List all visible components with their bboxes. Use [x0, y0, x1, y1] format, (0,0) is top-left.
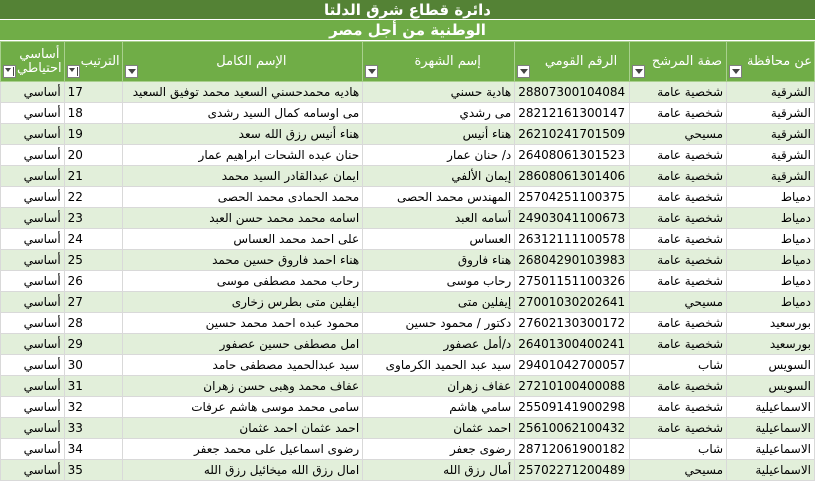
cell-full-name[interactable]: هاديه محمدحسني السعيد محمد توفيق السعيد	[122, 82, 363, 103]
cell-candidate-type[interactable]: شخصية عامة	[629, 250, 726, 271]
cell-known-name[interactable]: د/أمل عصفور	[363, 334, 515, 355]
cell-full-name[interactable]: محمود عبده احمد محمد حسين	[122, 313, 363, 334]
cell-order[interactable]: 18	[64, 103, 122, 124]
cell-order[interactable]: 17	[64, 82, 122, 103]
cell-governorate[interactable]: الاسماعيلية	[727, 439, 815, 460]
cell-full-name[interactable]: احمد عثمان احمد عثمان	[122, 418, 363, 439]
cell-governorate[interactable]: دمياط	[727, 187, 815, 208]
cell-known-name[interactable]: مى رشدي	[363, 103, 515, 124]
cell-status[interactable]: أساسي	[1, 376, 65, 397]
cell-status[interactable]: أساسي	[1, 250, 65, 271]
column-header-label: عن محافظة	[747, 54, 812, 69]
column-header-label: صفة المرشح	[651, 54, 723, 69]
table-row[interactable]	[1, 187, 815, 208]
cell-governorate[interactable]: الاسماعيلية	[727, 397, 815, 418]
cell-governorate[interactable]: دمياط	[727, 250, 815, 271]
table-row[interactable]	[1, 250, 815, 271]
column-header-label: أساسي احتياطي	[17, 46, 62, 76]
cell-candidate-type[interactable]: شخصية عامة	[629, 313, 726, 334]
sheet-subtitle[interactable]: الوطنية من أجل مصر	[0, 20, 815, 41]
cell-known-name[interactable]: رضوى جعفر	[363, 439, 515, 460]
cell-candidate-type[interactable]: شخصية عامة	[629, 229, 726, 250]
column-header-full-name[interactable]	[122, 42, 363, 82]
cell-full-name[interactable]: محمد الحمادى محمد الحصى	[122, 187, 363, 208]
cell-order[interactable]: 35	[64, 460, 122, 481]
cell-candidate-type[interactable]: مسيحي	[629, 460, 726, 481]
table-row[interactable]	[1, 124, 815, 145]
cell-status[interactable]: أساسي	[1, 124, 65, 145]
column-header-governorate[interactable]	[727, 42, 815, 82]
cell-order[interactable]: 30	[64, 355, 122, 376]
table-row[interactable]	[1, 460, 815, 481]
cell-national-id[interactable]: 26312111100578	[515, 229, 630, 250]
cell-national-id[interactable]: 25610062100432	[515, 418, 630, 439]
cell-order[interactable]: 34	[64, 439, 122, 460]
cell-known-name[interactable]: أمال رزق الله	[363, 460, 515, 481]
table-row[interactable]	[1, 103, 815, 124]
table-row[interactable]	[1, 355, 815, 376]
cell-known-name[interactable]: هادية حسني	[363, 82, 515, 103]
cell-status[interactable]: أساسي	[1, 271, 65, 292]
cell-governorate[interactable]: السويس	[727, 355, 815, 376]
cell-national-id[interactable]: 28212161300147	[515, 103, 630, 124]
cell-governorate[interactable]: الشرقية	[727, 103, 815, 124]
cell-national-id[interactable]: 25509141900298	[515, 397, 630, 418]
cell-known-name[interactable]: أسامه العبد	[363, 208, 515, 229]
cell-known-name[interactable]: عفاف زهران	[363, 376, 515, 397]
cell-status[interactable]: أساسي	[1, 292, 65, 313]
cell-candidate-type[interactable]: شخصية عامة	[629, 334, 726, 355]
cell-known-name[interactable]: دكتور / محمود حسين	[363, 313, 515, 334]
cell-full-name[interactable]: سامى محمد موسى هاشم عرفات	[122, 397, 363, 418]
cell-candidate-type[interactable]: شخصية عامة	[629, 187, 726, 208]
cell-order[interactable]: 29	[64, 334, 122, 355]
cell-full-name[interactable]: حنان عبده الشحات ابراهيم عمار	[122, 145, 363, 166]
cell-candidate-type[interactable]: شخصية عامة	[629, 145, 726, 166]
cell-order[interactable]: 20	[64, 145, 122, 166]
cell-full-name[interactable]: سيد عبدالحميد مصطفى حامد	[122, 355, 363, 376]
cell-candidate-type[interactable]: شخصية عامة	[629, 418, 726, 439]
cell-national-id[interactable]: 26210241701509	[515, 124, 630, 145]
cell-known-name[interactable]: إيفلين متى	[363, 292, 515, 313]
filter-dropdown-icon[interactable]	[517, 65, 530, 78]
cell-status[interactable]: أساسي	[1, 166, 65, 187]
cell-status[interactable]: أساسي	[1, 355, 65, 376]
column-header-known-name[interactable]	[363, 42, 515, 82]
cell-order[interactable]: 28	[64, 313, 122, 334]
cell-candidate-type[interactable]: مسيحي	[629, 124, 726, 145]
cell-known-name[interactable]: العساس	[363, 229, 515, 250]
cell-governorate[interactable]: دمياط	[727, 292, 815, 313]
cell-full-name[interactable]: رضوى اسماعيل على محمد جعفر	[122, 439, 363, 460]
cell-national-id[interactable]: 25704251100375	[515, 187, 630, 208]
table-row[interactable]	[1, 208, 815, 229]
cell-governorate[interactable]: بورسعيد	[727, 334, 815, 355]
cell-order[interactable]: 24	[64, 229, 122, 250]
filter-dropdown-icon[interactable]	[632, 65, 645, 78]
column-header-national-id[interactable]	[515, 42, 630, 82]
cell-national-id[interactable]: 24903041100673	[515, 208, 630, 229]
cell-national-id[interactable]: 27001030202641	[515, 292, 630, 313]
cell-candidate-type[interactable]: شخصية عامة	[629, 82, 726, 103]
cell-full-name[interactable]: ايمان عبدالقادر السيد محمد	[122, 166, 363, 187]
cell-national-id[interactable]: 28608061301406	[515, 166, 630, 187]
cell-full-name[interactable]: امل مصطفى حسين عصفور	[122, 334, 363, 355]
cell-order[interactable]: 33	[64, 418, 122, 439]
cell-known-name[interactable]: رحاب موسى	[363, 271, 515, 292]
cell-status[interactable]: أساسي	[1, 82, 65, 103]
cell-candidate-type[interactable]: شخصية عامة	[629, 376, 726, 397]
table-row[interactable]	[1, 376, 815, 397]
filter-dropdown-icon[interactable]	[125, 65, 138, 78]
cell-status[interactable]: أساسي	[1, 418, 65, 439]
cell-full-name[interactable]: رحاب محمد مصطفى موسى	[122, 271, 363, 292]
cell-governorate[interactable]: الاسماعيلية	[727, 418, 815, 439]
cell-status[interactable]: أساسي	[1, 145, 65, 166]
cell-status[interactable]: أساسي	[1, 397, 65, 418]
cell-governorate[interactable]: دمياط	[727, 208, 815, 229]
cell-candidate-type[interactable]: شخصية عامة	[629, 271, 726, 292]
cell-governorate[interactable]: الشرقية	[727, 124, 815, 145]
cell-order[interactable]: 22	[64, 187, 122, 208]
cell-order[interactable]: 31	[64, 376, 122, 397]
cell-national-id[interactable]: 26804290103983	[515, 250, 630, 271]
cell-known-name[interactable]: سامي هاشم	[363, 397, 515, 418]
sort-filter-icon[interactable]	[67, 65, 80, 78]
column-header-label: الرقم القومي	[544, 54, 618, 69]
column-header-label: الترتيب	[80, 53, 120, 69]
candidates-table	[0, 41, 815, 481]
cell-status[interactable]: أساسي	[1, 208, 65, 229]
cell-known-name[interactable]: المهندس محمد الحصى	[363, 187, 515, 208]
cell-full-name[interactable]: ايفلين متى بطرس زخارى	[122, 292, 363, 313]
cell-status[interactable]: أساسي	[1, 439, 65, 460]
cell-known-name[interactable]: هناء أنيس	[363, 124, 515, 145]
cell-governorate[interactable]: بورسعيد	[727, 313, 815, 334]
cell-full-name[interactable]: هناء أنيس رزق الله سعد	[122, 124, 363, 145]
column-header-status[interactable]	[1, 42, 65, 82]
column-header-order[interactable]	[64, 42, 122, 82]
table-row[interactable]	[1, 439, 815, 460]
cell-status[interactable]: أساسي	[1, 460, 65, 481]
cell-full-name[interactable]: اسامه محمد محمد حسن العبد	[122, 208, 363, 229]
cell-national-id[interactable]: 28807300104084	[515, 82, 630, 103]
cell-known-name[interactable]: إيمان الألفي	[363, 166, 515, 187]
cell-national-id[interactable]: 26401300400241	[515, 334, 630, 355]
cell-order[interactable]: 19	[64, 124, 122, 145]
table-row[interactable]	[1, 229, 815, 250]
cell-known-name[interactable]: احمد عثمان	[363, 418, 515, 439]
filter-dropdown-icon[interactable]	[365, 65, 378, 78]
table-body	[1, 82, 815, 481]
header-row	[1, 42, 815, 82]
cell-full-name[interactable]: امال رزق الله ميخائيل رزق الله	[122, 460, 363, 481]
cell-known-name[interactable]: سيد عبد الحميد الكرماوى	[363, 355, 515, 376]
cell-order[interactable]: 25	[64, 250, 122, 271]
cell-governorate[interactable]: الشرقية	[727, 145, 815, 166]
cell-status[interactable]: أساسي	[1, 187, 65, 208]
cell-status[interactable]: أساسي	[1, 103, 65, 124]
cell-full-name[interactable]: هناء احمد فاروق حسين محمد	[122, 250, 363, 271]
column-header-label: الإسم الكامل	[216, 54, 287, 69]
cell-candidate-type[interactable]: شاب	[629, 355, 726, 376]
table-row[interactable]	[1, 313, 815, 334]
cell-governorate[interactable]: دمياط	[727, 229, 815, 250]
cell-national-id[interactable]: 28712061900182	[515, 439, 630, 460]
cell-full-name[interactable]: على احمد محمد العساس	[122, 229, 363, 250]
cell-known-name[interactable]: هناء فاروق	[363, 250, 515, 271]
table-row[interactable]	[1, 292, 815, 313]
cell-status[interactable]: أساسي	[1, 313, 65, 334]
table-row[interactable]	[1, 166, 815, 187]
cell-candidate-type[interactable]: شاب	[629, 439, 726, 460]
cell-candidate-type[interactable]: شخصية عامة	[629, 103, 726, 124]
cell-status[interactable]: أساسي	[1, 229, 65, 250]
table-row[interactable]	[1, 145, 815, 166]
cell-order[interactable]: 21	[64, 166, 122, 187]
cell-national-id[interactable]: 27210100400088	[515, 376, 630, 397]
table-row[interactable]	[1, 82, 815, 103]
cell-governorate[interactable]: دمياط	[727, 271, 815, 292]
cell-governorate[interactable]: الشرقية	[727, 166, 815, 187]
cell-national-id[interactable]: 29401042700057	[515, 355, 630, 376]
cell-status[interactable]: أساسي	[1, 334, 65, 355]
cell-national-id[interactable]: 25702271200489	[515, 460, 630, 481]
cell-order[interactable]: 26	[64, 271, 122, 292]
sheet-title[interactable]: دائرة قطاع شرق الدلتا	[0, 0, 815, 20]
cell-governorate[interactable]: الاسماعيلية	[727, 460, 815, 481]
sort-filter-icon[interactable]	[3, 65, 16, 78]
cell-national-id[interactable]: 27501151100326	[515, 271, 630, 292]
cell-known-name[interactable]: د/ حنان عمار	[363, 145, 515, 166]
filter-dropdown-icon[interactable]	[729, 65, 742, 78]
table-row[interactable]	[1, 397, 815, 418]
cell-national-id[interactable]: 27602130300172	[515, 313, 630, 334]
cell-candidate-type[interactable]: شخصية عامة	[629, 166, 726, 187]
cell-candidate-type[interactable]: مسيحي	[629, 292, 726, 313]
cell-candidate-type[interactable]: شخصية عامة	[629, 397, 726, 418]
cell-candidate-type[interactable]: شخصية عامة	[629, 208, 726, 229]
cell-governorate[interactable]: السويس	[727, 376, 815, 397]
cell-governorate[interactable]: الشرقية	[727, 82, 815, 103]
cell-order[interactable]: 27	[64, 292, 122, 313]
table-row[interactable]	[1, 418, 815, 439]
cell-order[interactable]: 23	[64, 208, 122, 229]
column-header-label: إسم الشهرة	[414, 54, 481, 69]
column-header-candidate-type[interactable]	[629, 42, 726, 82]
cell-national-id[interactable]: 26408061301523	[515, 145, 630, 166]
table-row[interactable]	[1, 271, 815, 292]
cell-full-name[interactable]: مى اوسامه كمال السيد رشدى	[122, 103, 363, 124]
cell-full-name[interactable]: عفاف محمد وهبى حسن زهران	[122, 376, 363, 397]
table-row[interactable]	[1, 334, 815, 355]
cell-order[interactable]: 32	[64, 397, 122, 418]
